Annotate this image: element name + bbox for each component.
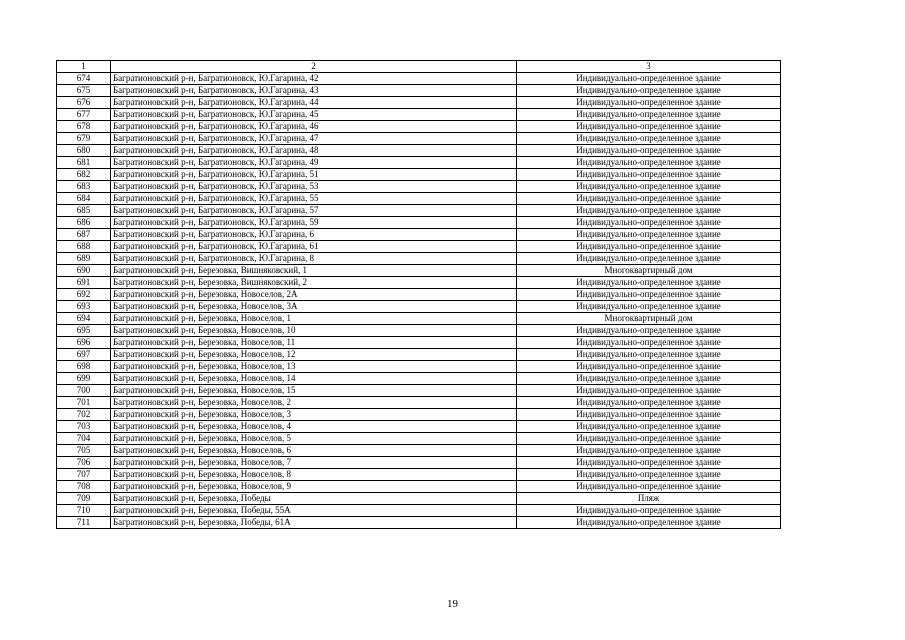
table-row	[57, 205, 781, 217]
object-type-cell: Индивидуально-определенное здание	[517, 433, 781, 445]
object-type-cell: Индивидуально-определенное здание	[517, 517, 781, 529]
table-row	[57, 385, 781, 397]
object-type-cell: Индивидуально-определенное здание	[517, 169, 781, 181]
table-row	[57, 409, 781, 421]
object-type-cell: Индивидуально-определенное здание	[517, 385, 781, 397]
address-cell: Багратионовский р-н, Березовка, Новоселов, 13	[111, 361, 517, 373]
table-row	[57, 289, 781, 301]
object-type-cell: Индивидуально-определенное здание	[517, 289, 781, 301]
table-row	[57, 73, 781, 85]
object-type-cell: Индивидуально-определенное здание	[517, 205, 781, 217]
address-cell: Багратионовский р-н, Березовка, Вишняковский, 1	[111, 265, 517, 277]
table-row	[57, 109, 781, 121]
address-cell: Багратионовский р-н, Березовка, Новоселов, 1	[111, 313, 517, 325]
table-row	[57, 241, 781, 253]
object-type-cell: Индивидуально-определенное здание	[517, 445, 781, 457]
address-cell: Багратионовский р-н, Багратионовск, Ю.Гагарина, 44	[111, 97, 517, 109]
table-row	[57, 313, 781, 325]
row-number-cell: 680	[57, 145, 111, 157]
object-type-cell: Индивидуально-определенное здание	[517, 325, 781, 337]
address-cell: Багратионовский р-н, Багратионовск, Ю.Гагарина, 61	[111, 241, 517, 253]
table-row	[57, 373, 781, 385]
row-number-cell: 707	[57, 469, 111, 481]
row-number-cell: 696	[57, 337, 111, 349]
address-table-body	[57, 61, 781, 529]
address-cell: Багратионовский р-н, Багратионовск, Ю.Гагарина, 43	[111, 85, 517, 97]
row-number-cell: 703	[57, 421, 111, 433]
address-cell: Багратионовский р-н, Березовка, Новоселов, 2	[111, 397, 517, 409]
row-number-cell: 682	[57, 169, 111, 181]
row-number-cell: 711	[57, 517, 111, 529]
address-cell: Багратионовский р-н, Багратионовск, Ю.Гагарина, 6	[111, 229, 517, 241]
row-number-cell: 684	[57, 193, 111, 205]
table-row	[57, 145, 781, 157]
table-row	[57, 433, 781, 445]
table-row	[57, 121, 781, 133]
address-cell: Багратионовский р-н, Березовка, Победы	[111, 493, 517, 505]
object-type-cell: Индивидуально-определенное здание	[517, 457, 781, 469]
address-cell: Багратионовский р-н, Багратионовск, Ю.Гагарина, 42	[111, 73, 517, 85]
row-number-cell: 692	[57, 289, 111, 301]
row-number-cell: 678	[57, 121, 111, 133]
address-cell: Багратионовский р-н, Багратионовск, Ю.Гагарина, 46	[111, 121, 517, 133]
table-row	[57, 277, 781, 289]
row-number-cell: 708	[57, 481, 111, 493]
object-type-cell: Индивидуально-определенное здание	[517, 145, 781, 157]
table-row	[57, 493, 781, 505]
object-type-cell: Индивидуально-определенное здание	[517, 505, 781, 517]
row-number-cell: 699	[57, 373, 111, 385]
row-number-cell: 698	[57, 361, 111, 373]
address-cell: Багратионовский р-н, Багратионовск, Ю.Гагарина, 57	[111, 205, 517, 217]
object-type-cell: Индивидуально-определенное здание	[517, 109, 781, 121]
object-type-cell: Индивидуально-определенное здание	[517, 301, 781, 313]
address-cell: Багратионовский р-н, Багратионовск, Ю.Гагарина, 48	[111, 145, 517, 157]
address-cell: Багратионовский р-н, Багратионовск, Ю.Гагарина, 53	[111, 181, 517, 193]
object-type-cell: Индивидуально-определенное здание	[517, 241, 781, 253]
table-row	[57, 469, 781, 481]
object-type-cell: Индивидуально-определенное здание	[517, 97, 781, 109]
table-row	[57, 169, 781, 181]
address-cell: Багратионовский р-н, Березовка, Новоселов, 14	[111, 373, 517, 385]
table-row	[57, 421, 781, 433]
row-number-cell: 705	[57, 445, 111, 457]
table-row	[57, 349, 781, 361]
table-row	[57, 457, 781, 469]
row-number-cell: 679	[57, 133, 111, 145]
object-type-cell: Индивидуально-определенное здание	[517, 181, 781, 193]
table-row	[57, 337, 781, 349]
object-type-cell: Индивидуально-определенное здание	[517, 121, 781, 133]
table-row	[57, 181, 781, 193]
address-cell: Багратионовский р-н, Березовка, Новоселов, 8	[111, 469, 517, 481]
object-type-cell: Индивидуально-определенное здание	[517, 397, 781, 409]
table-row	[57, 517, 781, 529]
row-number-cell: 702	[57, 409, 111, 421]
table-row	[57, 97, 781, 109]
header-cell-col-3: 3	[517, 61, 781, 73]
object-type-cell: Индивидуально-определенное здание	[517, 229, 781, 241]
address-cell: Багратионовский р-н, Багратионовск, Ю.Гагарина, 45	[111, 109, 517, 121]
row-number-cell: 681	[57, 157, 111, 169]
object-type-cell: Пляж	[517, 493, 781, 505]
table-row	[57, 193, 781, 205]
row-number-cell: 691	[57, 277, 111, 289]
address-cell: Багратионовский р-н, Березовка, Новоселов, 10	[111, 325, 517, 337]
row-number-cell: 675	[57, 85, 111, 97]
header-cell-col-1: 1	[57, 61, 111, 73]
row-number-cell: 694	[57, 313, 111, 325]
table-row	[57, 229, 781, 241]
object-type-cell: Индивидуально-определенное здание	[517, 133, 781, 145]
table-row	[57, 397, 781, 409]
row-number-cell: 710	[57, 505, 111, 517]
row-number-cell: 693	[57, 301, 111, 313]
address-cell: Багратионовский р-н, Березовка, Новоселов, 11	[111, 337, 517, 349]
object-type-cell: Индивидуально-определенное здание	[517, 85, 781, 97]
table-row	[57, 265, 781, 277]
address-cell: Багратионовский р-н, Багратионовск, Ю.Гагарина, 8	[111, 253, 517, 265]
address-cell: Багратионовский р-н, Березовка, Новоселов, 12	[111, 349, 517, 361]
row-number-cell: 676	[57, 97, 111, 109]
address-table	[56, 60, 781, 529]
row-number-cell: 704	[57, 433, 111, 445]
address-cell: Багратионовский р-н, Багратионовск, Ю.Гагарина, 59	[111, 217, 517, 229]
address-cell: Багратионовский р-н, Березовка, Вишняковский, 2	[111, 277, 517, 289]
row-number-cell: 683	[57, 181, 111, 193]
row-number-cell: 677	[57, 109, 111, 121]
object-type-cell: Индивидуально-определенное здание	[517, 421, 781, 433]
row-number-cell: 695	[57, 325, 111, 337]
address-cell: Багратионовский р-н, Березовка, Победы, 55А	[111, 505, 517, 517]
table-row	[57, 325, 781, 337]
table-row	[57, 133, 781, 145]
object-type-cell: Индивидуально-определенное здание	[517, 481, 781, 493]
object-type-cell: Многоквартирный дом	[517, 313, 781, 325]
address-cell: Багратионовский р-н, Багратионовск, Ю.Гагарина, 47	[111, 133, 517, 145]
object-type-cell: Индивидуально-определенное здание	[517, 469, 781, 481]
row-number-cell: 697	[57, 349, 111, 361]
row-number-cell: 709	[57, 493, 111, 505]
address-cell: Багратионовский р-н, Березовка, Новоселов, 2А	[111, 289, 517, 301]
object-type-cell: Индивидуально-определенное здание	[517, 349, 781, 361]
address-cell: Багратионовский р-н, Березовка, Новоселов, 5	[111, 433, 517, 445]
table-header-row	[57, 61, 781, 73]
address-cell: Багратионовский р-н, Березовка, Новоселов, 6	[111, 445, 517, 457]
address-cell: Багратионовский р-н, Березовка, Новоселов, 4	[111, 421, 517, 433]
address-cell: Багратионовский р-н, Березовка, Новоселов, 3А	[111, 301, 517, 313]
object-type-cell: Индивидуально-определенное здание	[517, 277, 781, 289]
table-row	[57, 505, 781, 517]
row-number-cell: 686	[57, 217, 111, 229]
table-row	[57, 481, 781, 493]
table-row	[57, 217, 781, 229]
object-type-cell: Индивидуально-определенное здание	[517, 337, 781, 349]
table-row	[57, 445, 781, 457]
row-number-cell: 688	[57, 241, 111, 253]
row-number-cell: 706	[57, 457, 111, 469]
address-cell: Багратионовский р-н, Березовка, Победы, 61А	[111, 517, 517, 529]
table-row	[57, 301, 781, 313]
address-cell: Багратионовский р-н, Багратионовск, Ю.Гагарина, 55	[111, 193, 517, 205]
object-type-cell: Индивидуально-определенное здание	[517, 157, 781, 169]
address-cell: Багратионовский р-н, Березовка, Новоселов, 7	[111, 457, 517, 469]
header-cell-col-2: 2	[111, 61, 517, 73]
address-cell: Багратионовский р-н, Багратионовск, Ю.Гагарина, 51	[111, 169, 517, 181]
object-type-cell: Индивидуально-определенное здание	[517, 217, 781, 229]
table-row	[57, 253, 781, 265]
row-number-cell: 685	[57, 205, 111, 217]
address-cell: Багратионовский р-н, Багратионовск, Ю.Гагарина, 49	[111, 157, 517, 169]
row-number-cell: 687	[57, 229, 111, 241]
object-type-cell: Индивидуально-определенное здание	[517, 193, 781, 205]
row-number-cell: 689	[57, 253, 111, 265]
row-number-cell: 700	[57, 385, 111, 397]
table-row	[57, 85, 781, 97]
object-type-cell: Индивидуально-определенное здание	[517, 361, 781, 373]
address-cell: Багратионовский р-н, Березовка, Новоселов, 15	[111, 385, 517, 397]
page-number: 19	[447, 598, 458, 610]
row-number-cell: 701	[57, 397, 111, 409]
table-row	[57, 361, 781, 373]
address-cell: Багратионовский р-н, Березовка, Новоселов, 3	[111, 409, 517, 421]
table-row	[57, 157, 781, 169]
object-type-cell: Индивидуально-определенное здание	[517, 253, 781, 265]
object-type-cell: Многоквартирный дом	[517, 265, 781, 277]
object-type-cell: Индивидуально-определенное здание	[517, 73, 781, 85]
address-cell: Багратионовский р-н, Березовка, Новоселов, 9	[111, 481, 517, 493]
object-type-cell: Индивидуально-определенное здание	[517, 409, 781, 421]
row-number-cell: 674	[57, 73, 111, 85]
object-type-cell: Индивидуально-определенное здание	[517, 373, 781, 385]
row-number-cell: 690	[57, 265, 111, 277]
